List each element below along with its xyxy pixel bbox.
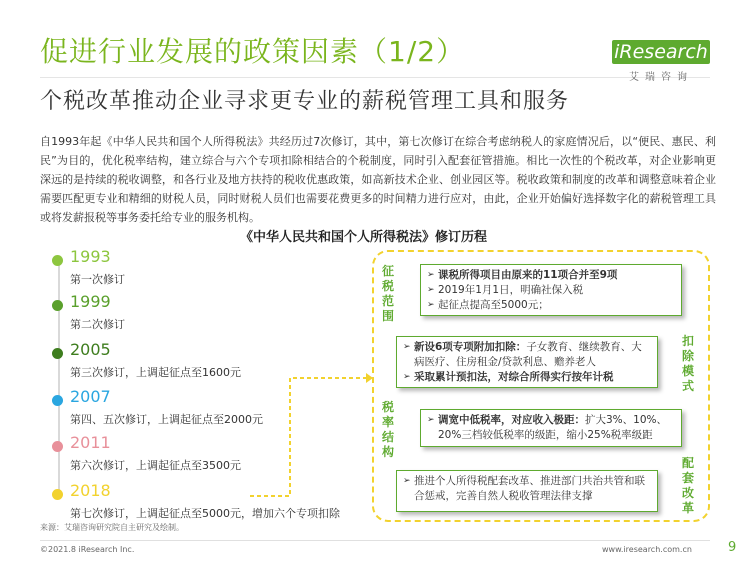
deduction-item: ➢ 新设6项专项附加扣除：子女教育、继续教育、大病医疗、住房租金/贷款利息、赡养老人 — [403, 340, 651, 370]
page-subtitle: 个税改革推动企业寻求更专业的薪税管理工具和服务 — [40, 89, 570, 114]
timeline-desc: 第二次修订 — [70, 318, 125, 331]
scope-item: ➢ 起征点提高至5000元； — [427, 298, 675, 313]
scope-item: ➢ 课税所得项目由原来的11项合并至9项 — [427, 268, 675, 283]
timeline-year: 2011 — [70, 433, 111, 452]
footer-url[interactable]: www.iresearch.com.cn — [602, 545, 692, 554]
timeline-desc: 第三次修订，上调起征点至1600元 — [70, 366, 241, 379]
timeline-year: 2018 — [70, 481, 111, 500]
deduction-item: ➢ 采取累计预扣法，对综合所得实行按年计税 — [403, 370, 651, 385]
support-item: ➢ 推进个人所得税配套改革、推进部门共治共管和联合惩戒，完善自然人税收管理法律支撑 — [403, 474, 651, 504]
scope-item: ➢ 2019年1月1日，明确社保入税 — [427, 283, 675, 298]
source-note: 来源：艾瑞咨询研究院自主研究及绘制。 — [40, 523, 184, 532]
timeline-desc: 第四、五次修订，上调起征点至2000元 — [70, 413, 263, 426]
logo-wordmark: iResearch — [612, 40, 710, 64]
page-title: 促进行业发展的政策因素（1/2） — [40, 35, 466, 68]
timeline-desc: 第七次修订，上调起征点至5000元，增加六个专项扣除 — [70, 507, 340, 520]
section-title: 《中华人民共和国个人所得税法》修订历程 — [240, 230, 488, 245]
deduction-box — [396, 336, 658, 388]
intro-paragraph: 自1993年起《中华人民共和国个人所得税法》共经历过7次修订，其中，第七次修订在综合考虑纳税人的家庭情况后，以“便民、惠民、利民”为目的，优化税率结构，建立综合与六个专项扣除相结合的个税制度，同时引入配套征管措施。相比一次性的个税改革，对企业影响更深远的是持续的税收调整，和各行业及地方扶持的税收优惠政策，如高新技术企业、创业园区等。税收政策和制度的改革和调整意味着企业需要匹配更专业和精细的财税人员，同时财税人员们也需要花费更多的时间精力进行应对，由此，企业开始偏好选择数字化的薪税管理工具或将发薪报税等事务委托给专业的服务机构。 — [40, 135, 716, 224]
timeline-year: 1993 — [70, 247, 111, 266]
label-rate: 税率结构 — [381, 400, 394, 459]
footer-copyright: ©2021.8 iResearch Inc. — [40, 545, 135, 554]
label-scope: 征税范围 — [381, 264, 394, 323]
label-support: 配套改革 — [681, 456, 694, 515]
rate-box — [420, 409, 682, 447]
rate-item: ➢ 调宽中低税率，对应收入极距：扩大3%、10%、20%三档较低税率的级距，缩小25%税率级距 — [427, 413, 675, 443]
timeline-year: 2007 — [70, 387, 111, 406]
support-box — [396, 470, 658, 512]
label-deduction: 扣除模式 — [681, 334, 694, 393]
scope-box — [420, 264, 682, 316]
timeline-desc: 第一次修订 — [70, 273, 125, 286]
footer-divider — [40, 540, 710, 541]
timeline-desc: 第六次修订，上调起征点至3500元 — [70, 459, 241, 472]
timeline-year: 2005 — [70, 340, 111, 359]
timeline-year: 1999 — [70, 292, 111, 311]
logo-subtitle: 艾瑞咨询 — [629, 72, 693, 83]
page-number: 9 — [728, 540, 737, 555]
